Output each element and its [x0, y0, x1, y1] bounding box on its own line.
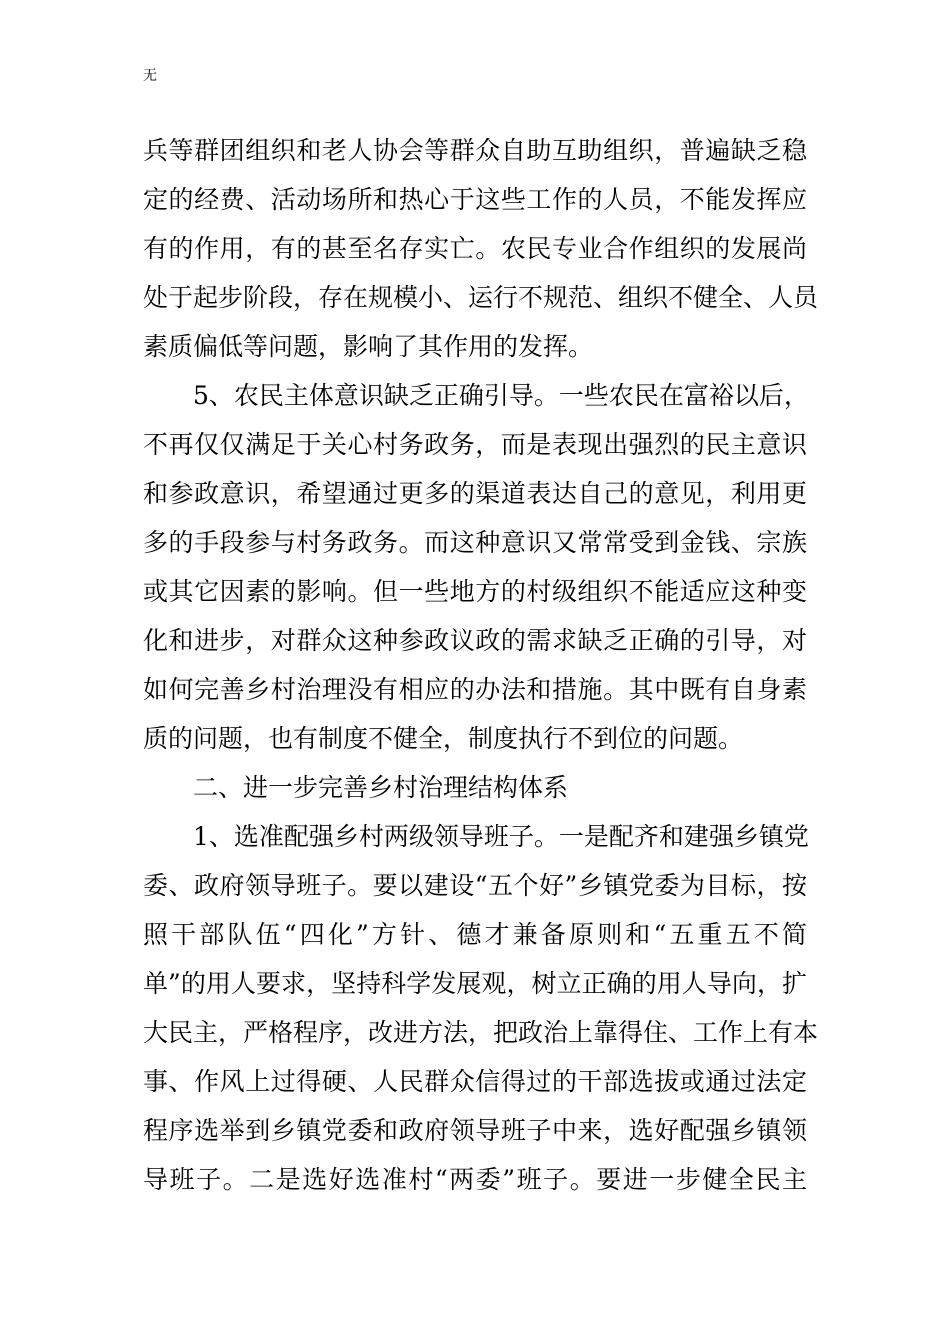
text-line: 素质偏低等问题，影响了其作用的发挥。 — [143, 332, 594, 361]
text-line: 化和进步，对群众这种参政议政的需求缺乏正确的引导，对 — [143, 626, 807, 655]
text-line: 大民主，严格程序，改进方法，把政治上靠得住、工作上有本 — [143, 1018, 819, 1047]
text-line: 或其它因素的影响。但一些地方的村级组织不能适应这种变 — [143, 577, 807, 606]
text-line: 定的经费、活动场所和热心于这些工作的人员，不能发挥应 — [143, 185, 807, 214]
text-line: 如何完善乡村治理没有相应的办法和措施。其中既有自身素 — [143, 675, 807, 704]
text-line: 多的手段参与村务政务。而这种意识又常常受到金钱、宗族 — [143, 528, 807, 557]
text-line: 单”的用人要求，坚持科学发展观，树立正确的用人导向，扩 — [143, 969, 807, 998]
text-line: 5、农民主体意识缺乏正确引导。一些农民在富裕以后， — [193, 381, 809, 410]
text-line: 照干部队伍“四化”方针、德才兼备原则和“五重五不简 — [143, 920, 807, 949]
text-line: 不再仅仅满足于关心村务政务，而是表现出强烈的民主意识 — [143, 430, 807, 459]
text-line: 兵等群团组织和老人协会等群众自助互助组织，普遍缺乏稳 — [143, 136, 807, 165]
text-line: 处于起步阶段，存在规模小、运行不规范、组织不健全、人员 — [143, 283, 819, 312]
page-header: 无 — [143, 68, 157, 84]
text-line: 质的问题，也有制度不健全，制度执行不到位的问题。 — [143, 724, 744, 753]
text-line: 1、选准配强乡村两级领导班子。一是配齐和建强乡镇党 — [193, 822, 809, 851]
text-line: 程序选举到乡镇党委和政府领导班子中来，选好配强乡镇领 — [143, 1116, 807, 1145]
section-heading: 二、进一步完善乡村治理结构体系 — [193, 773, 569, 802]
text-line: 导班子。二是选好选准村“两委”班子。要进一步健全民主 — [143, 1165, 807, 1194]
text-line: 事、作风上过得硬、人民群众信得过的干部选拔或通过法定 — [143, 1067, 807, 1096]
text-line: 有的作用，有的甚至名存实亡。农民专业合作组织的发展尚 — [143, 234, 807, 263]
text-line: 和参政意识，希望通过更多的渠道表达自己的意见，利用更 — [143, 479, 807, 508]
text-line: 委、政府领导班子。要以建设“五个好”乡镇党委为目标，按 — [143, 871, 807, 900]
